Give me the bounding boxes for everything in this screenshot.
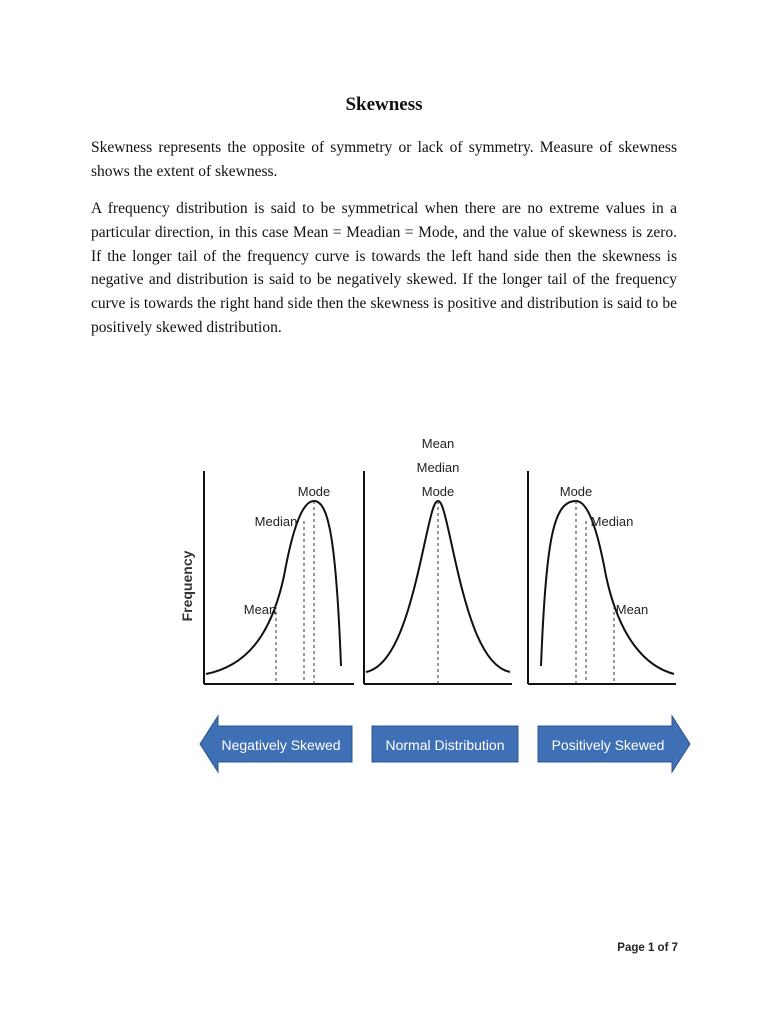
page-title: Skewness (345, 94, 423, 115)
positive-mode-label: Mode (559, 484, 593, 499)
y-axis-label: Frequency (179, 550, 195, 622)
negative-panel (204, 471, 354, 684)
negative-mode-label: Mode (297, 484, 331, 499)
normal-banner-label: Normal Distribution (385, 737, 505, 753)
positive-mean-label: Mean (615, 602, 649, 617)
paragraph-2: A frequency distribution is said to be symmetrical when there are no extreme values in a particular direction, in this case Mean = Meadian = Mode, and the value of skewness is zero. If the longer tail of the frequency curve is towards the left hand side then the skewness is negative and distribution is said to be negatively skewed. If the longer tail of the frequency curve is towards the right hand side then the skewness is positive and distribution is said to be positively skewed distribution. (91, 200, 677, 336)
positive-banner (538, 716, 690, 772)
positive-banner-label: Positively Skewed (551, 737, 665, 753)
negative-banner (200, 716, 352, 772)
positive-panel (528, 471, 676, 684)
normal-mode-label: Mode (421, 484, 455, 499)
negative-mean-label: Mean (243, 602, 277, 617)
page-number: Page 1 of 7 (617, 942, 678, 954)
skewness-figure (176, 426, 696, 786)
paragraph-1: Skewness represents the opposite of symmetry or lack of symmetry. Measure of skewness shows the extent of skewness. (91, 139, 677, 180)
negative-banner-label: Negatively Skewed (221, 737, 341, 753)
normal-mean-label: Mean (421, 436, 455, 451)
normal-panel (364, 436, 512, 684)
skewness-diagram (176, 426, 696, 786)
normal-median-label: Median (416, 460, 460, 475)
positive-median-label: Median (590, 514, 634, 529)
negative-median-label: Median (254, 514, 298, 529)
normal-banner (372, 726, 518, 762)
